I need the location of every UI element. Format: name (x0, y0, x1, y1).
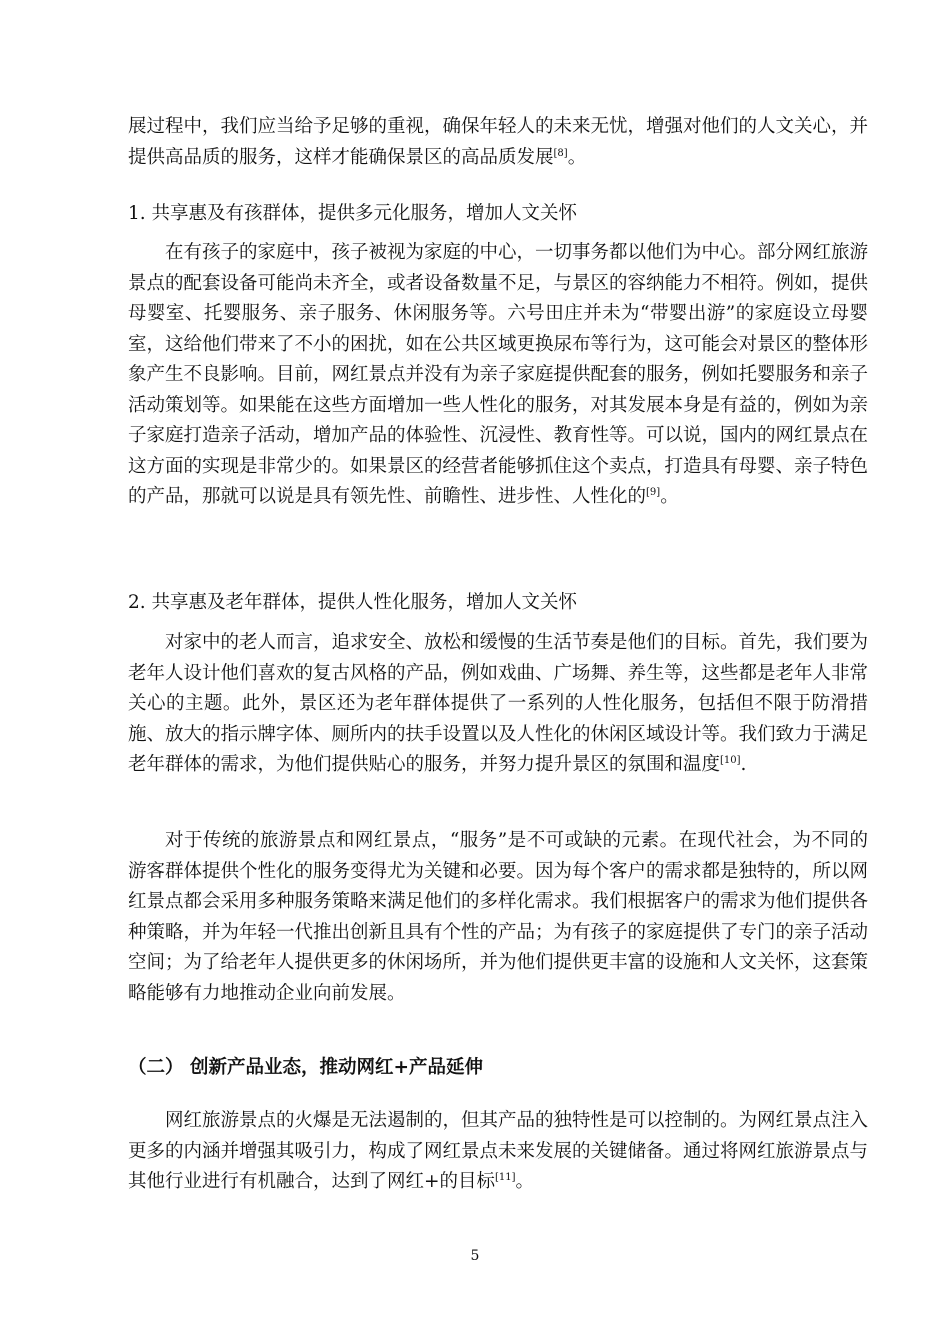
paragraph-continuation (128, 112, 868, 173)
paragraph-text: 网红旅游景点的火爆是无法遏制的，但其产品的独特性是可以控制的。为网红景点注入更多的内涵并增强其吸引力，构成了网红景点未来发展的关键储备。通过将网红旅游景点与其他行业进行有机融合，达到了网红+的目标 (128, 1110, 869, 1192)
paragraph-end: 。 (515, 1171, 535, 1192)
paragraph-end: . (740, 754, 747, 775)
section-title: （二） 创新产品业态，推动网红+产品延伸 (128, 1057, 483, 1078)
paragraph-children-families (128, 238, 868, 513)
subheading-2: 2. 共享惠及老年群体，提供人性化服务，增加人文关怀 (128, 592, 578, 613)
citation-ref: [10] (720, 754, 741, 766)
citation-ref: [8] (553, 147, 568, 159)
paragraph-end: 。 (567, 146, 587, 168)
subheading-1: 1. 共享惠及有孩群体，提供多元化服务，增加人文关怀 (128, 203, 578, 224)
paragraph-services-summary: 对于传统的旅游景点和网红景点，“服务”是不可或缺的元素。在现代社会，为不同的游客群体提供个性化的服务变得尤为关键和必要。因为每个客户的需求都是独特的，所以网红景点都会采用多种服务策略来满足他们的多样化需求。我们根据客户的需求为他们提供各种策略，并为年轻一代推出创新且具有个性的产品；为有孩子的家庭提供了专门的亲子活动空间；为了给老年人提供更多的休闲场所，并为他们提供更丰富的设施和人文关怀，这套策略能够有力地推动企业向前发展。 (128, 830, 869, 1004)
page-number: 5 (470, 1248, 480, 1264)
paragraph-elderly (128, 628, 868, 781)
paragraph-end: 。 (660, 486, 679, 507)
paragraph-product-innovation (128, 1106, 868, 1198)
citation-ref: [11] (495, 1171, 516, 1183)
paragraph-text: 对家中的老人而言，追求安全、放松和缓慢的生活节奏是他们的目标。首先，我们要为老年人设计他们喜欢的复古风格的产品，例如戏曲、广场舞、养生等，这些都是老年人非常关心的主题。此外，景区还为老年群体提供了一系列的人性化服务，包括但不限于防滑措施、放大的指示牌字体、厕所内的扶手设置以及人性化的休闲区域设计等。我们致力于满足老年群体的需求，为他们提供贴心的服务，并努力提升景区的氛围和温度 (128, 632, 869, 775)
citation-ref: [9] (646, 486, 661, 498)
paragraph-text: 在有孩子的家庭中，孩子被视为家庭的中心，一切事务都以他们为中心。部分网红旅游景点的配套设备可能尚未齐全，或者设备数量不足，与景区的容纳能力不相符。例如，提供母婴室、托婴服务、亲子服务、休闲服务等。六号田庄并未为“带婴出游”的家庭设立母婴室，这给他们带来了不小的困扰，如在公共区域更换尿布等行为，这可能会对景区的整体形象产生不良影响。目前，网红景点并没有为亲子家庭提供配套的服务，例如托婴服务和亲子活动策划等。如果能在这些方面增加一些人性化的服务，对其发展本身是有益的，例如为亲子家庭打造亲子活动，增加产品的体验性、沉浸性、教育性等。可以说，国内的网红景点在这方面的实现是非常少的。如果景区的经营者能够抓住这个卖点，打造具有母婴、亲子特色的产品，那就可以说是具有领先性、前瞻性、进步性、人性化的 (128, 242, 869, 507)
paragraph-text: 展过程中，我们应当给予足够的重视，确保年轻人的未来无忧，增强对他们的人文关心，并提供高品质的服务，这样才能确保景区的高品质发展 (128, 116, 869, 168)
